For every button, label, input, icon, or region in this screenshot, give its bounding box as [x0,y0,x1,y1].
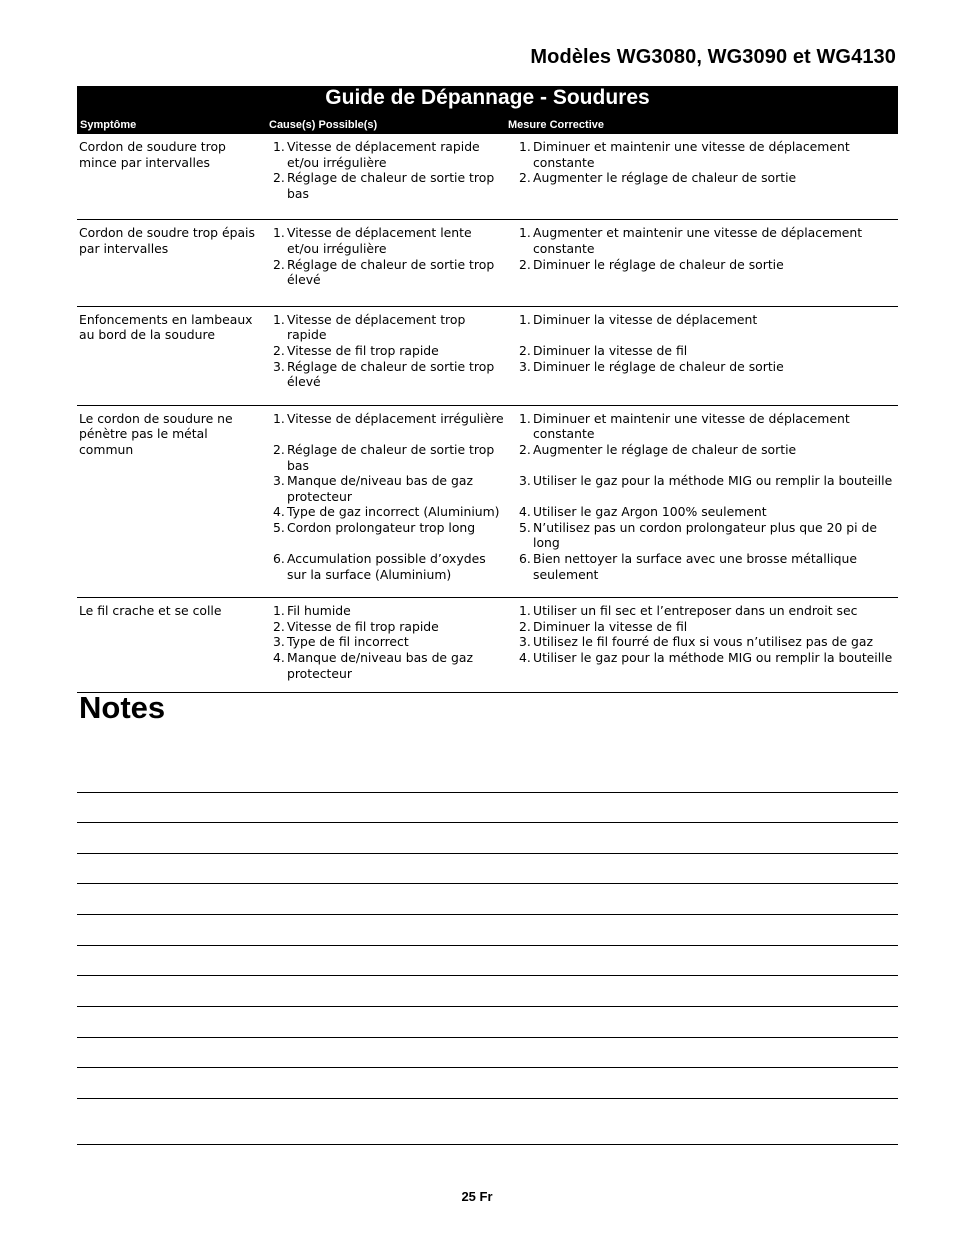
symptom-cell: Enfoncements en lambeaux au bord de la soudure [79,311,253,343]
item-text: Manque de/niveau bas de gaz protecteur [287,473,473,504]
note-line [77,1098,898,1099]
remedies-list [514,411,898,583]
remedy-item [514,359,898,375]
item-number: 1. [273,603,285,619]
cause-item [268,619,507,635]
causes-list [268,603,507,681]
item-number: 2. [273,342,285,358]
item-text: Diminuer et maintenir une vitesse de déplacement constante [533,410,850,442]
item-text: Bien nettoyer la surface avec une brosse métallique seulement [533,551,857,582]
remedies-cell [507,225,898,287]
remedy-item [514,257,898,273]
item-text: Utilisez le fil fourré de flux si vous n’utilisez pas de gaz [533,634,873,650]
item-number: 3. [519,473,531,489]
remedy-item [514,139,898,170]
remedy-item [514,473,898,489]
note-line [77,792,898,793]
item-number: 1. [519,311,531,327]
page-number: 25 Fr [461,1189,493,1204]
item-text: Type de gaz incorrect (Aluminium) [287,504,500,520]
cause-item [268,650,507,681]
item-text: Diminuer le réglage de chaleur de sortie [533,358,784,374]
item-number: 1. [273,410,285,426]
column-header-causes: Cause(s) Possible(s) [269,119,378,131]
table-title: Guide de Dépannage - Soudures [325,86,650,109]
item-text: Fil humide [287,603,351,619]
item-text: Augmenter et maintenir une vitesse de déplacement constante [533,225,863,256]
remedy-item [514,411,898,442]
item-text: Diminuer la vitesse de déplacement [533,311,758,327]
remedy-item [514,603,898,619]
item-number: 2. [273,256,285,272]
note-line [77,1037,898,1038]
table-row [77,134,898,220]
remedy-item [514,343,898,359]
remedy-item [514,634,898,650]
troubleshooting-table [77,86,898,693]
item-number: 4. [273,504,285,520]
item-number: 2. [519,256,531,272]
item-number: 1. [273,311,285,327]
note-line [77,1067,898,1068]
table-row [77,598,898,693]
remedy-item [514,312,898,328]
item-number: 2. [519,342,531,358]
symptom-cell: Le fil crache et se colle [79,603,222,619]
item-number: 1. [519,225,531,241]
table-row [77,307,898,406]
item-text: Réglage de chaleur de sortie trop bas [287,170,495,201]
note-line [77,822,898,823]
item-number: 3. [519,634,531,650]
cause-item [268,551,507,582]
item-text: Utiliser le gaz Argon 100% seulement [533,504,767,520]
item-text: Diminuer la vitesse de fil [533,618,688,634]
item-number: 5. [273,519,285,535]
item-number: 1. [519,410,531,426]
remedy-item [514,225,898,256]
table-header-bar [77,86,898,134]
causes-list [268,411,507,583]
note-line [77,1144,898,1145]
table-row [77,406,898,599]
note-line [77,853,898,854]
remedies-cell [507,603,898,681]
symptom-cell: Le cordon de soudure ne pénètre pas le métal commun [79,410,233,457]
document-header-models: Modèles WG3080, WG3090 et WG4130 [530,46,896,68]
item-number: 2. [519,441,531,457]
remedy-item [514,442,898,458]
cause-item [268,312,507,343]
item-number: 3. [519,358,531,374]
remedy-item [514,619,898,635]
item-text: Accumulation possible d’oxydes sur la surface (Aluminium) [287,551,486,582]
remedies-cell [507,312,898,390]
causes-cell [268,603,507,681]
cause-item [268,170,507,201]
item-number: 1. [519,139,531,154]
remedies-list [514,312,898,374]
item-text: Vitesse de déplacement irrégulière [287,410,504,426]
remedy-item [514,551,898,582]
cause-item [268,411,507,427]
column-header-symptom: Symptôme [80,119,137,131]
item-number: 2. [273,618,285,634]
item-number: 2. [519,618,531,634]
cause-item [268,139,507,170]
item-number: 1. [273,139,285,154]
cause-item [268,359,507,390]
item-number: 3. [273,634,285,650]
item-text: Diminuer et maintenir une vitesse de déplacement constante [533,139,850,170]
item-number: 1. [273,225,285,241]
item-number: 1. [519,603,531,619]
note-line [77,975,898,976]
note-line [77,914,898,915]
item-number: 4. [519,504,531,520]
causes-list [268,139,507,201]
item-text: Vitesse de déplacement rapide et/ou irrégulière [287,139,480,170]
item-text: Utiliser le gaz pour la méthode MIG ou remplir la bouteille [533,650,893,666]
item-text: Augmenter le réglage de chaleur de sortie [533,170,797,186]
cause-item [268,504,507,520]
remedies-cell [507,411,898,583]
remedy-item [514,520,898,551]
remedies-list [514,139,898,186]
remedies-list [514,603,898,665]
causes-cell [268,225,507,287]
item-number: 6. [519,551,531,567]
note-line [77,1006,898,1007]
remedy-item [514,504,898,520]
item-number: 4. [519,650,531,666]
item-number: 4. [273,650,285,666]
cause-item [268,473,507,504]
item-number: 2. [273,441,285,457]
remedies-cell [507,139,898,201]
item-text: Vitesse de déplacement trop rapide [287,311,466,343]
causes-list [268,312,507,390]
item-text: Réglage de chaleur de sortie trop élevé [287,256,495,288]
table-row [77,220,898,306]
causes-cell [268,312,507,390]
table-body [77,134,898,693]
item-text: Cordon prolongateur trop long [287,519,476,535]
notes-title: Notes [79,690,166,725]
item-text: Diminuer le réglage de chaleur de sortie [533,256,784,272]
remedy-item [514,650,898,666]
item-number: 5. [519,519,531,535]
item-number: 2. [273,170,285,186]
item-number: 2. [519,170,531,186]
cause-item [268,634,507,650]
remedies-list [514,225,898,272]
item-text: Vitesse de déplacement lente et/ou irrégulière [287,225,472,256]
remedy-item [514,170,898,186]
item-text: Vitesse de fil trop rapide [287,342,439,358]
item-number: 6. [273,551,285,567]
symptom-cell: Cordon de soudure trop mince par intervalles [79,139,226,170]
causes-cell [268,411,507,583]
item-text: Réglage de chaleur de sortie trop bas [287,441,495,473]
cause-item [268,603,507,619]
causes-list [268,225,507,287]
item-text: Réglage de chaleur de sortie trop élevé [287,358,495,390]
item-number: 3. [273,358,285,374]
item-text: N’utilisez pas un cordon prolongateur plus que 20 pi de long [533,519,878,551]
note-line [77,883,898,884]
cause-item [268,257,507,288]
cause-item [268,225,507,256]
symptom-cell: Cordon de soudre trop épais par intervalles [79,225,255,256]
item-text: Utiliser un fil sec et l’entreposer dans un endroit sec [533,603,858,619]
item-text: Utiliser le gaz pour la méthode MIG ou remplir la bouteille [533,473,893,489]
note-line [77,945,898,946]
cause-item [268,442,507,473]
item-text: Type de fil incorrect [287,634,409,650]
causes-cell [268,139,507,201]
column-header-remedies: Mesure Corrective [508,119,604,131]
cause-item [268,520,507,536]
item-text: Manque de/niveau bas de gaz protecteur [287,650,473,681]
item-text: Augmenter le réglage de chaleur de sortie [533,441,797,457]
item-text: Vitesse de fil trop rapide [287,618,439,634]
item-number: 3. [273,473,285,489]
cause-item [268,343,507,359]
item-text: Diminuer la vitesse de fil [533,342,688,358]
